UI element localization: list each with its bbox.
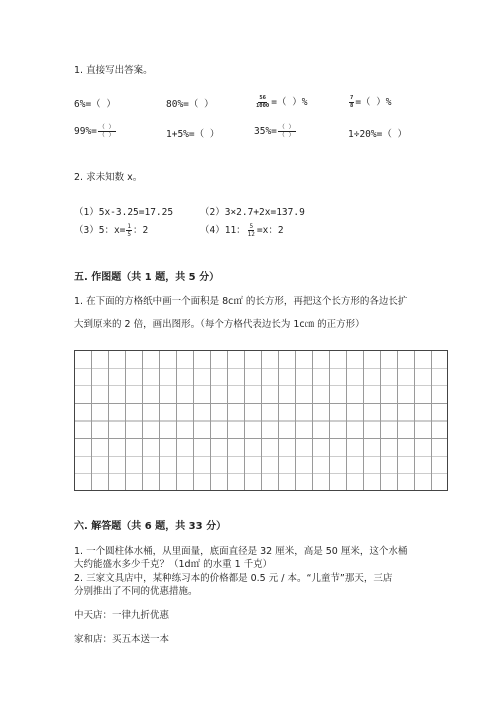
q1-item-2: 80%=（ ） <box>166 99 214 110</box>
q2-eq-2: （2）3×2.7+2x=137.9 <box>200 207 305 218</box>
fraction: $\frac{56}{1000}$ <box>256 95 270 109</box>
q1-title: 1. 直接写出答案。 <box>74 65 153 76</box>
section-5-line-2: 大到原来的 2 倍，画出图形。（每个方格代表边长为 1c㎝ 的正方形） <box>74 319 365 330</box>
fraction: $\frac{( )}{( )}$ <box>278 124 295 139</box>
q1-item-1: 6%=（ ） <box>74 99 116 110</box>
fraction: $\frac{7}{8}$ <box>350 95 354 109</box>
problem-2-line-2: 分别推出了不同的优惠措施。 <box>74 586 198 597</box>
section-5-line-1: 1. 在下面的方格纸中画一个面积是 8c㎡ 的长方形，再把这个长方形的各边长扩 <box>74 296 408 307</box>
problem-1-line-1: 1. 一个圆柱体水桶，从里面量，底面直径是 32 厘米，高是 50 厘米，这个水桶 <box>74 546 408 557</box>
q1-item-5: 99%= $\frac{( )}{( )}$ <box>74 124 115 139</box>
fraction: $\frac{5}{12}$ <box>247 223 255 238</box>
q2-eq-1: （1）5x-3.25=17.25 <box>74 207 174 218</box>
problem-2-line-1: 2. 三家文具店中，某种练习本的价格都是 0.5 元 / 本。“儿童节”那天，三店 <box>74 573 393 584</box>
q1-item-8: 1÷20%=（ ） <box>348 129 408 140</box>
section-5-heading: 五. 作图题（共 1 题，共 5 分） <box>74 272 220 283</box>
section-6-heading: 六. 解答题（共 6 题，共 33 分） <box>74 521 227 532</box>
q1-item-6: 1+5%=（ ） <box>166 129 220 140</box>
problem-1-line-2: 大约能盛水多少千克？（1d㎡ 的水重 1 千克） <box>74 559 273 570</box>
q1-item-7: 35%= $\frac{( )}{( )}$ <box>254 124 295 139</box>
fraction: $\frac{1}{5}$ <box>127 223 132 238</box>
q2-title: 2. 求未知数 x。 <box>74 172 143 183</box>
store-1-offer: 中天店：一律九折优惠 <box>74 610 170 621</box>
store-2-offer: 家和店：买五本送一本 <box>74 634 170 645</box>
fraction: $\frac{( )}{( )}$ <box>98 124 115 139</box>
q2-eq-4: （4）11： $\frac{5}{12}$ =x：2 <box>200 223 284 238</box>
q1-item-4: $\frac{7}{8}$ =（ ）% <box>350 95 392 109</box>
q2-eq-3: （3）5：x= $\frac{1}{5}$ ：2 <box>74 223 149 238</box>
graph-paper-grid[interactable] <box>74 350 448 491</box>
q1-item-3: $\frac{56}{1000}$ =（ ）% <box>256 95 308 109</box>
